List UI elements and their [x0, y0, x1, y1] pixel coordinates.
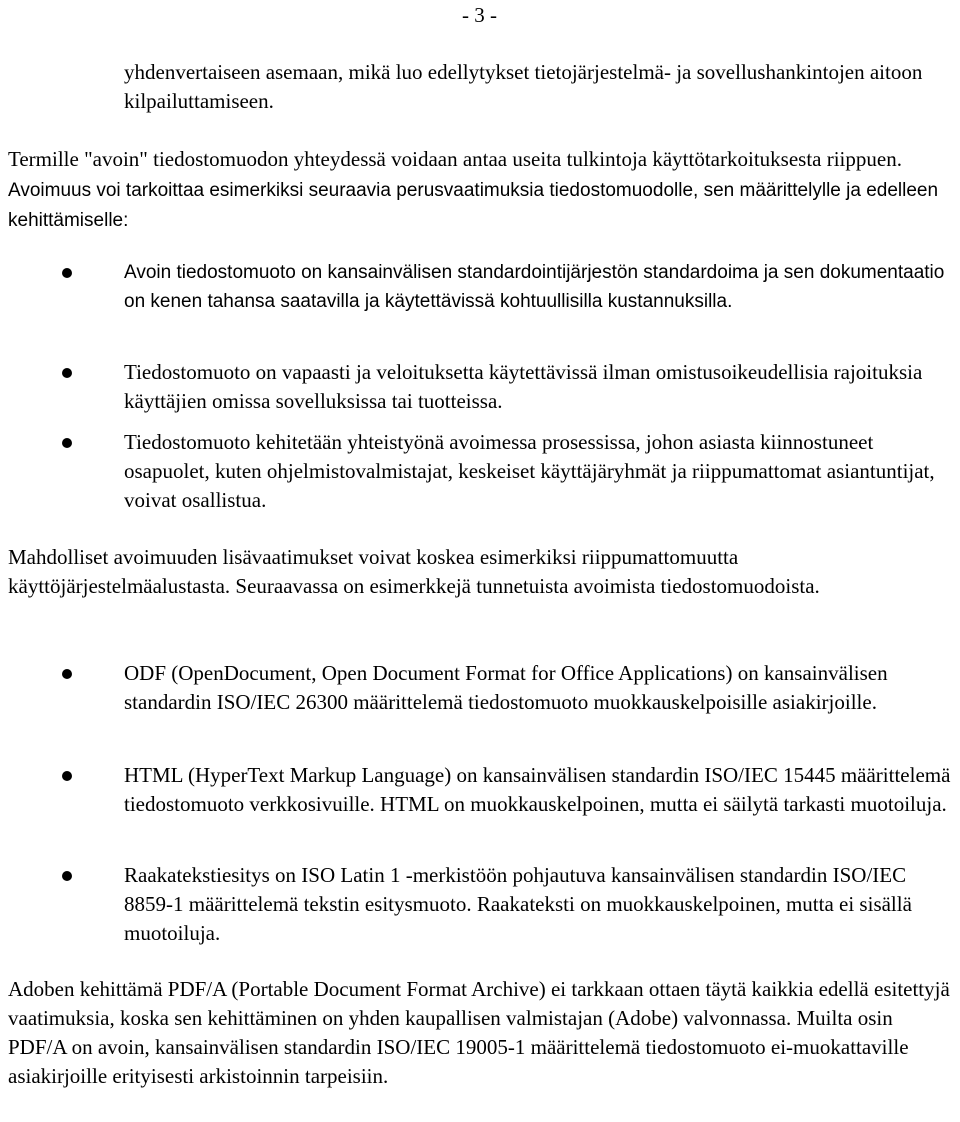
paragraph-terms	[8, 145, 952, 235]
paragraph-pdfa: Adoben kehittämä PDF/A (Portable Document Format Archive) ei tarkkaan ottaen täytä kaikkia edellä esitettyjä vaatimuksia, koska sen kehittäminen on yhden kaupallisen valmistajan (Adobe) valvonnassa. Muilta osin PDF/A on avoin, kansainvälisen standardin ISO/IEC 19005-1 määrittelemä tiedostomuoto ei-muokattaville asiakirjoille erityisesti arkistoinnin tarpeisiin.	[8, 977, 950, 1088]
paragraph-additional: Mahdolliset avoimuuden lisävaatimukset voivat koskea esimerkiksi riippumattomuutta käyttöjärjestelmäalustasta. Seuraavassa on esimerkkejä tunnetuista avoimista tiedostomuodoista.	[8, 545, 820, 598]
list-item-text: Raakatekstiesitys on ISO Latin 1 -merkistöön pohjautuva kansainvälisen standardin ISO/IEC 8859-1 määrittelemä tekstin esitysmuoto. Raakateksti on muokkauskelpoinen, mutta ei sisällä muotoiluja.	[124, 863, 912, 945]
list-item-text: Tiedostomuoto on vapaasti ja veloituksetta käytettävissä ilman omistusoikeudellisia rajoituksia käyttäjien omissa sovelluksissa tai tuotteissa.	[124, 360, 923, 413]
paragraph-terms-serif: Termille "avoin" tiedostomuodon yhteydessä voidaan antaa useita tulkintoja käyttötarkoituksesta riippuen.	[8, 147, 902, 171]
bullet-icon	[62, 368, 72, 378]
bullet-icon	[62, 771, 72, 781]
bullet-icon	[62, 669, 72, 679]
list-item-text: ODF (OpenDocument, Open Document Format for Office Applications) on kansainvälisen standardin ISO/IEC 26300 määrittelemä tiedostomuoto muokkauskelpoisille asiakirjoille.	[124, 661, 888, 714]
bullet-icon	[62, 268, 72, 278]
list-item-text: Tiedostomuoto kehitetään yhteistyönä avoimessa prosessissa, johon asiasta kiinnostuneet osapuolet, kuten ohjelmistovalmistajat, keskeiset käyttäjäryhmät ja riippumattomat asiantuntijat, voivat osallistua.	[124, 430, 935, 512]
list-item-text: HTML (HyperText Markup Language) on kansainvälisen standardin ISO/IEC 15445 määrittelemä tiedostomuoto verkkosivuille. HTML on muokkauskelpoinen, mutta ei säilytä tarkasti muotoiluja.	[124, 763, 951, 816]
page-number: - 3 -	[462, 3, 497, 27]
paragraph-terms-sans: Avoimuus voi tarkoittaa esimerkiksi seuraavia perusvaatimuksia tiedostomuodolle, sen määrittelylle ja edelleen kehittämiselle:	[8, 180, 939, 231]
list-item-text: Avoin tiedostomuoto on kansainvälisen standardointijärjestön standardoima ja sen dokumentaatio on kenen tahansa saatavilla ja käytettävissä kohtuullisilla kustannuksilla.	[124, 262, 945, 312]
bullet-icon	[62, 438, 72, 448]
bullet-icon	[62, 871, 72, 881]
continuation-paragraph: yhdenvertaiseen asemaan, mikä luo edellytykset tietojärjestelmä- ja sovellushankintojen aitoon kilpailuttamiseen.	[124, 60, 923, 113]
